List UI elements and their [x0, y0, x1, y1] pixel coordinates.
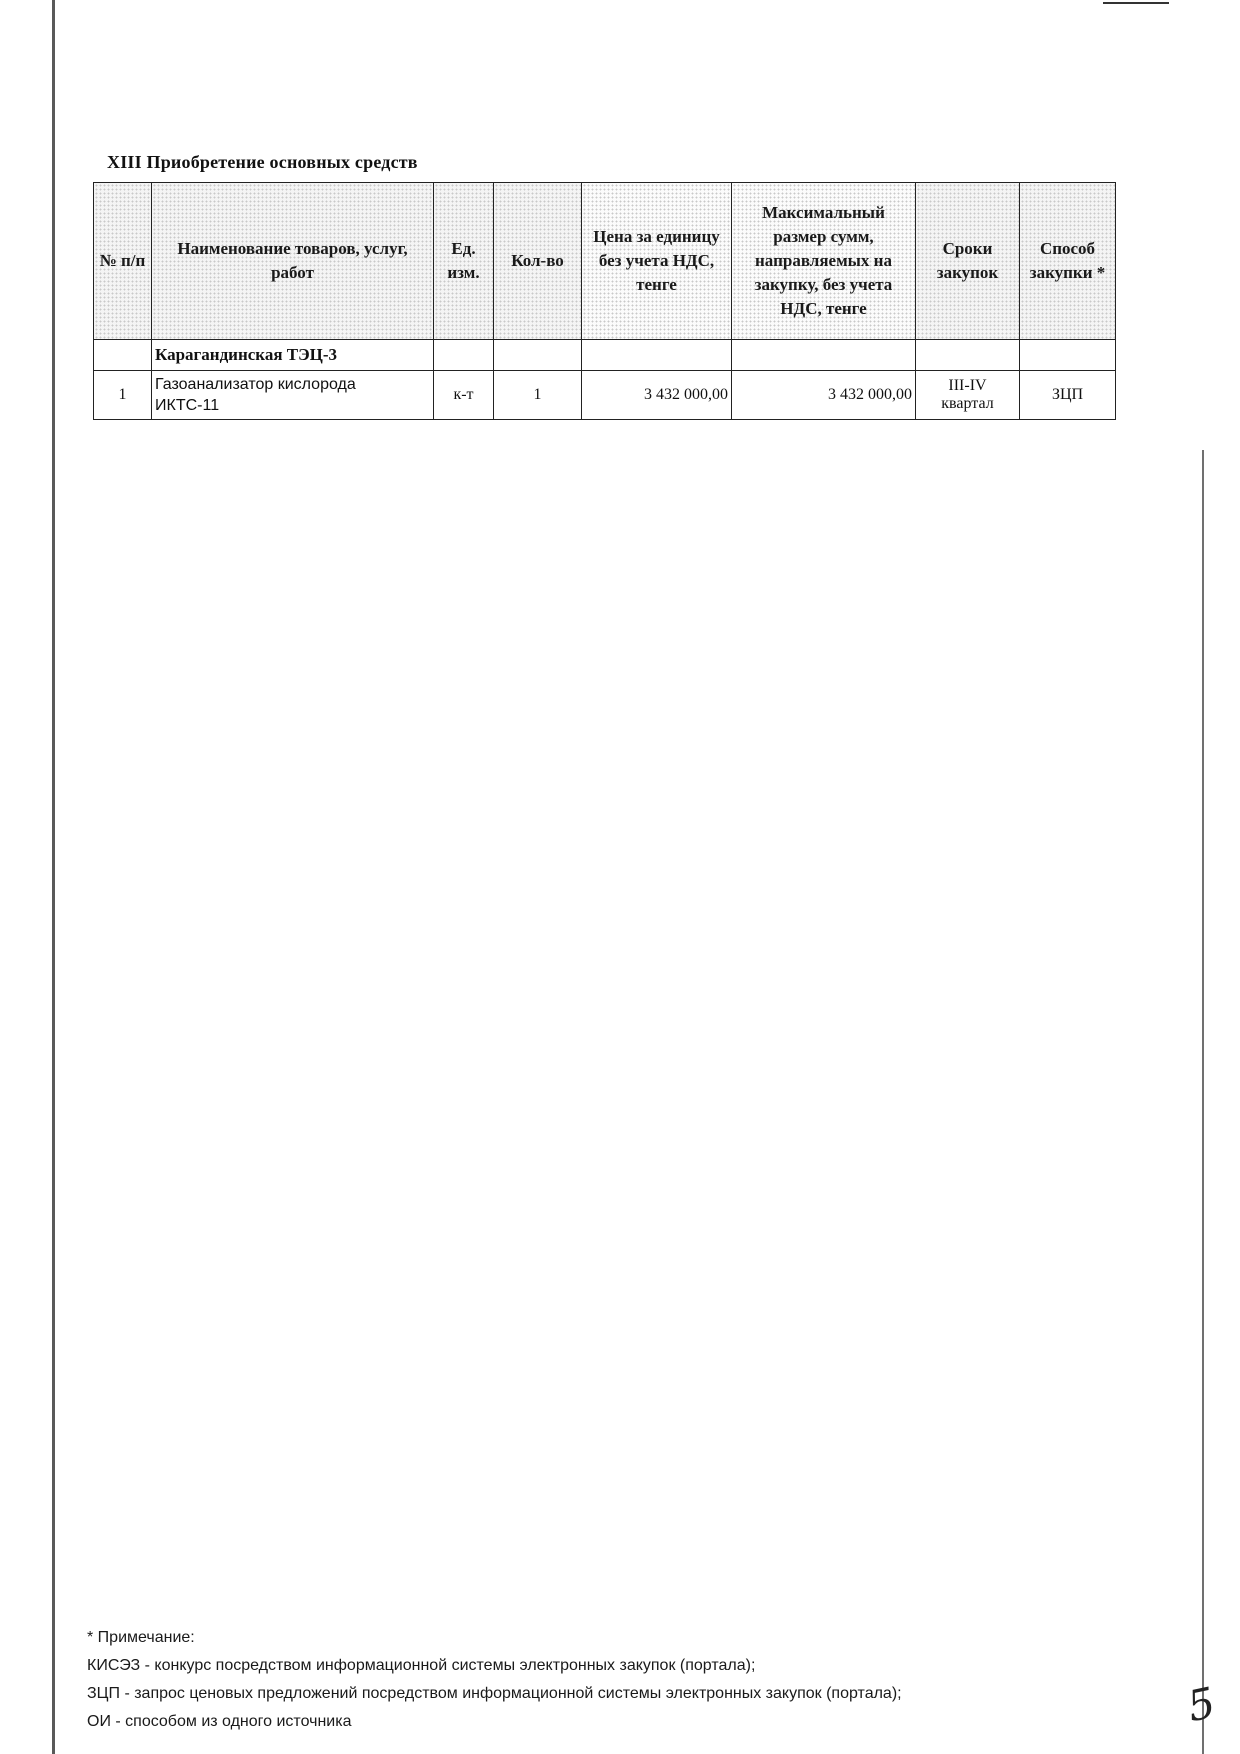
- procurement-table: [93, 182, 1116, 420]
- footnote: [87, 1624, 902, 1736]
- group-cell-empty: [434, 340, 494, 371]
- col-header-method: Способ закупки *: [1020, 183, 1116, 340]
- table-row: [94, 371, 1116, 420]
- footnote-line: ЗЦП - запрос ценовых предложений посредством информационной системы электронных закупок (портала);: [87, 1685, 902, 1702]
- item-unit: к-т: [434, 371, 494, 420]
- item-unit-price: 3 432 000,00: [582, 371, 732, 420]
- footnote-title: * Примечание:: [87, 1629, 195, 1646]
- item-name: [152, 371, 434, 420]
- col-header-period: Сроки закупок: [916, 183, 1020, 340]
- footnote-line: КИСЭЗ - конкурс посредством информационной системы электронных закупок (портала);: [87, 1657, 756, 1674]
- table-header-row: [94, 183, 1116, 340]
- table-group-row: [94, 340, 1116, 371]
- col-header-name: Наименование товаров, услуг, работ: [152, 183, 434, 340]
- item-name-line: Газоанализатор кислорода: [155, 376, 356, 393]
- item-name-line: ИКТС-11: [155, 397, 220, 414]
- item-method: ЗЦП: [1020, 371, 1116, 420]
- col-header-quantity: Кол-во: [494, 183, 582, 340]
- col-header-max-amount: Максимальный размер сумм, направляемых на закупку, без учета НДС, тенге: [732, 183, 916, 340]
- group-cell-empty: [582, 340, 732, 371]
- col-header-number: № п/п: [94, 183, 152, 340]
- footnote-line: ОИ - способом из одного источника: [87, 1713, 352, 1730]
- group-cell-empty: [494, 340, 582, 371]
- page-number: 5: [1183, 1677, 1220, 1732]
- group-name: Карагандинская ТЭЦ-3: [152, 340, 434, 371]
- item-period-line: III-IV: [948, 377, 987, 394]
- item-period-line: квартал: [941, 395, 994, 412]
- section-title: XIII Приобретение основных средств: [107, 152, 418, 172]
- item-period: [916, 371, 1020, 420]
- scan-edge-left: [52, 0, 55, 1754]
- item-quantity: 1: [494, 371, 582, 420]
- col-header-unit: Ед. изм.: [434, 183, 494, 340]
- col-header-unit-price: Цена за единицу без учета НДС, тенге: [582, 183, 732, 340]
- row-number: 1: [94, 371, 152, 420]
- scan-edge-right: [1202, 450, 1204, 1754]
- group-cell-empty: [94, 340, 152, 371]
- top-edge-mark: [1103, 2, 1169, 4]
- item-total-amount: 3 432 000,00: [732, 371, 916, 420]
- group-cell-empty: [916, 340, 1020, 371]
- group-cell-empty: [1020, 340, 1116, 371]
- group-cell-empty: [732, 340, 916, 371]
